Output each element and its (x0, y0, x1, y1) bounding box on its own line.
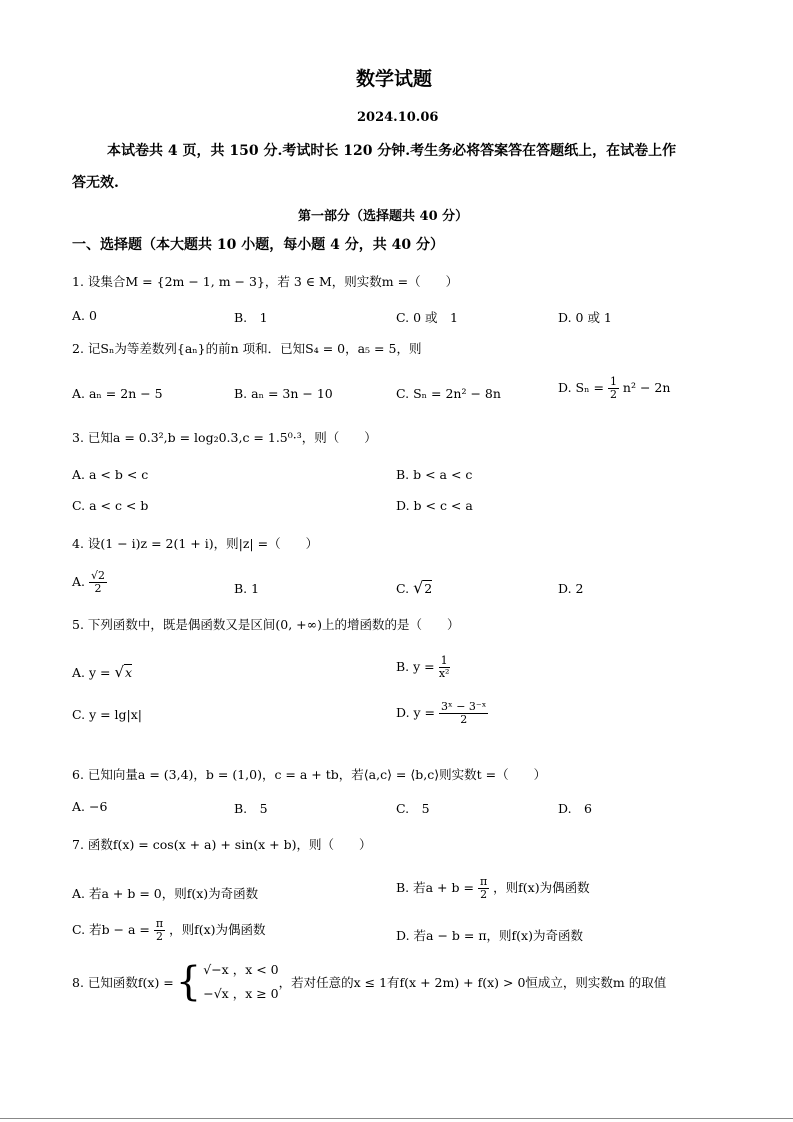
question-1-option-d: D. 0 或 1 (558, 310, 612, 325)
fraction-numerator: 1 (440, 654, 448, 667)
question-4-stem: 4. 设(1 − i)z = 2(1 + i)，则|z| =（ ） (72, 536, 319, 551)
question-2-option-c: C. Sₙ = 2n² − 8n (396, 386, 501, 401)
question-7-stem: 7. 函数f(x) = cos(x + a) + sin(x + b)，则（ ） (72, 837, 372, 852)
question-6-option-d: D. 6 (558, 801, 593, 816)
part-heading: 第一部分（选择题共 40 分） (298, 209, 469, 224)
option-tail: ，则f(x)为偶函数 (169, 922, 266, 938)
question-6-option-c: C. 5 (396, 801, 430, 816)
question-1-option-a: A. 0 (72, 308, 97, 323)
question-2-option-a: A. aₙ = 2n − 5 (72, 386, 163, 401)
piecewise-case-2: −√x ，x ≥ 0 (203, 986, 279, 1001)
question-5-option-d (396, 701, 488, 726)
fraction-numerator: π (479, 875, 488, 888)
question-1-option-c: C. 0 或 1 (396, 310, 458, 325)
option-label: A. (72, 574, 86, 590)
fraction-numerator: √2 (91, 569, 106, 582)
question-4-option-a (72, 570, 107, 595)
fraction-denominator: 2 (480, 888, 488, 902)
fraction-numerator: π (155, 917, 164, 930)
instructions-line1: 本试卷共 4 页，共 150 分.考试时长 120 分钟.考生务必将答案答在答题纸上，在试卷上作 (107, 143, 677, 159)
piecewise-brace: { (175, 959, 202, 1005)
question-6-option-a: A. −6 (72, 799, 108, 814)
question-4-option-b: B. 1 (234, 581, 260, 596)
option-label: B. y = (396, 659, 435, 675)
fraction (608, 376, 619, 401)
stem-start: 8. 已知函数f(x) = (72, 975, 174, 990)
option-label: C. (396, 581, 410, 596)
instructions-line2: 答无效. (72, 175, 119, 191)
fraction (89, 570, 107, 595)
fraction-numerator: 1 (609, 375, 617, 388)
fraction-denominator: 2 (155, 930, 163, 944)
fraction-denominator: x² (438, 667, 450, 681)
option-tail: ，则f(x)为偶函数 (493, 880, 590, 896)
question-5-option-b (396, 655, 450, 680)
stem-end: ，若对任意的x ≤ 1有f(x + 2m) + f(x) > 0恒成立，则实数m 的取值 (278, 975, 667, 990)
question-2-option-d (558, 376, 670, 401)
question-6-option-b: B. 5 (234, 801, 268, 816)
page-bottom-border (0, 1118, 793, 1119)
fraction-numerator: 3ˣ − 3⁻ˣ (441, 700, 487, 713)
question-5-stem: 5. 下列函数中，既是偶函数又是区间(0, +∞)上的增函数的是（ ） (72, 617, 460, 632)
question-2-option-b: B. aₙ = 3n − 10 (234, 386, 333, 401)
question-3-option-b: B. b < a < c (396, 467, 473, 482)
option-tail: n² − 2n (622, 380, 671, 396)
question-3-option-d: D. b < c < a (396, 498, 473, 513)
question-7-option-b (396, 876, 590, 901)
question-3-stem: 3. 已知a = 0.3²,b = log₂0.3,c = 1.5⁰·³，则（ ） (72, 430, 377, 445)
option-label: D. y = (396, 705, 436, 721)
question-3-option-a: A. a < b < c (72, 467, 149, 482)
question-7-option-d: D. 若a − b = π，则f(x)为奇函数 (396, 928, 583, 943)
fraction-denominator: 2 (609, 388, 617, 402)
question-7-option-c (72, 918, 266, 943)
sqrt-sign: √ (114, 663, 125, 681)
question-5-option-c: C. y = lg|x| (72, 707, 143, 722)
question-7-option-a: A. 若a + b = 0，则f(x)为奇函数 (72, 886, 259, 901)
fraction-denominator: 2 (460, 713, 468, 727)
piecewise-case-1: √−x ，x < 0 (203, 962, 279, 977)
question-2-stem: 2. 记Sₙ为等差数列{aₙ}的前n 项和．已知S₄ = 0，a₅ = 5，则 (72, 341, 422, 356)
question-6-stem: 6. 已知向量a = (3,4)，b = (1,0)，c = a + tb，若⟨a,c⟩ = ⟨b,c⟩则实数t =（ ） (72, 767, 547, 782)
option-label: C. 若b − a = (72, 922, 150, 938)
option-label: B. 若a + b = (396, 880, 474, 896)
fraction (154, 918, 165, 943)
fraction (439, 655, 450, 680)
piecewise-cases (203, 958, 278, 1006)
option-label: A. y = (72, 665, 111, 680)
fraction (478, 876, 489, 901)
question-3-option-c: C. a < c < b (72, 498, 149, 513)
option-label: D. Sₙ = (558, 380, 604, 396)
sqrt-radicand: x (125, 665, 133, 680)
question-5-option-a (72, 663, 132, 681)
question-1-option-b: B. 1 (234, 310, 268, 325)
sqrt-sign: √ (413, 578, 424, 597)
exam-date: 2024.10.06 (357, 110, 439, 125)
question-4-option-d: D. 2 (558, 581, 584, 596)
fraction-denominator: 2 (94, 582, 102, 596)
fraction (439, 701, 488, 726)
section-heading: 一、选择题（本大题共 10 小题，每小题 4 分，共 40 分） (72, 237, 444, 253)
sqrt-radicand: 2 (424, 581, 433, 596)
question-8-stem (72, 958, 666, 1006)
page-title: 数学试题 (356, 68, 433, 90)
question-1-stem: 1. 设集合M = {2m − 1, m − 3}，若 3 ∈ M，则实数m =（ ） (72, 274, 459, 289)
question-4-option-c (396, 578, 432, 597)
